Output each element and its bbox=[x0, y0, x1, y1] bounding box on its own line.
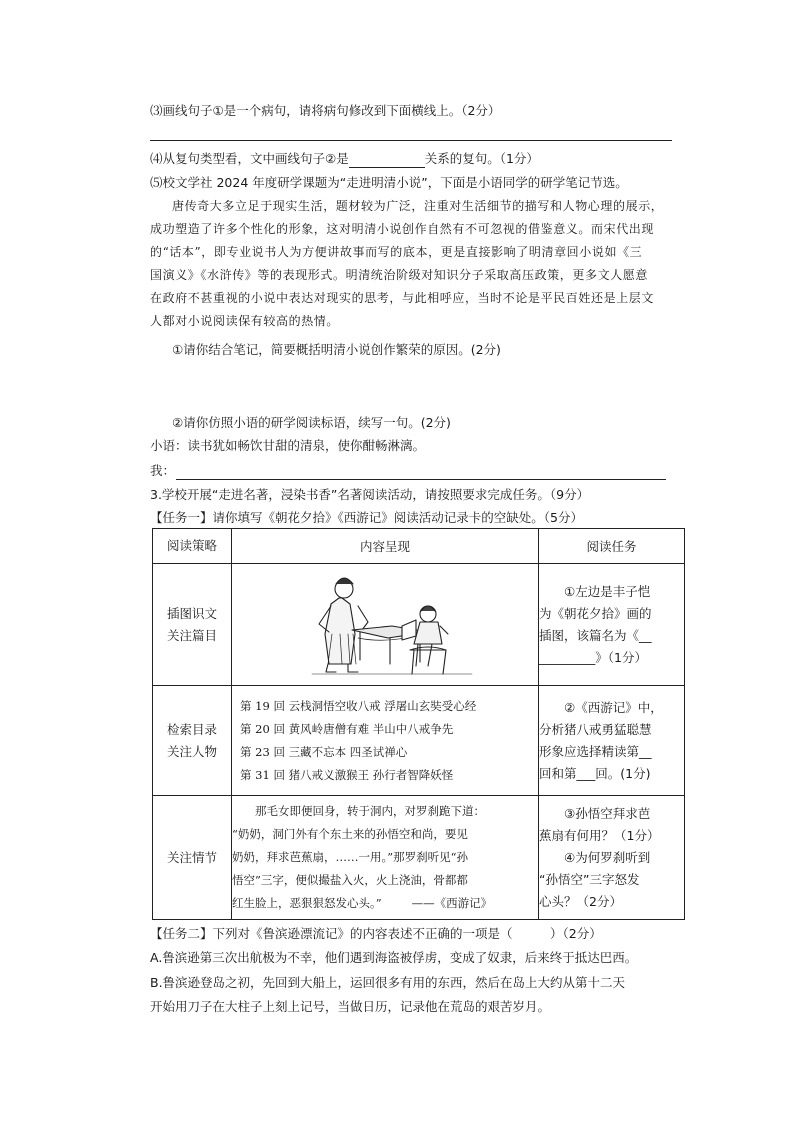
task-text: 分析猪八戒勇猛聪慧 bbox=[539, 721, 652, 737]
question-5-intro: ⑸校文学社 2024 年度研学课题为“走进明清小说”，下面是小语同学的研学笔记节选。 bbox=[150, 175, 628, 190]
task-text: ③孙悟空拜求芭 bbox=[564, 805, 651, 821]
task-text: ①左边是丰子恺 bbox=[564, 583, 651, 599]
quote-line: 奶奶，拜求芭蕉扇，……一用。”那罗刹听见“孙 bbox=[232, 850, 469, 864]
task-1-heading: 【任务一】请你填写《朝花夕拾》《西游记》阅读活动记录卡的空缺处。（5分） bbox=[150, 510, 583, 525]
task-text: “孙悟空”三字怒发 bbox=[539, 871, 640, 887]
quote-cell bbox=[232, 796, 539, 920]
strategy-cell bbox=[153, 796, 232, 920]
quote-text: 红生脸上，恶狠狠怒发心头。” bbox=[232, 896, 382, 910]
illustration-cell bbox=[232, 564, 539, 686]
task-text: ④为何罗刹听到 bbox=[564, 849, 651, 865]
task-2-heading: 【任务二】下列对《鲁滨逊漂流记》的内容表述不正确的一项是（ ）（2分） bbox=[150, 926, 602, 941]
my-slogan-label: 我： bbox=[150, 463, 176, 478]
quote-line: 那毛女即便回身，转于洞内，对罗刹跪下道： bbox=[255, 804, 485, 818]
note-line: 在政府不甚重视的小说中表达对现实的思考，与此相呼应，当时不论是平民百姓还是上层文 bbox=[150, 291, 655, 305]
strategy-text: 关注篇目 bbox=[166, 627, 217, 643]
answer-line-q3[interactable] bbox=[150, 140, 672, 141]
task-cell bbox=[539, 686, 685, 796]
xiaoyu-slogan: 小语：读书犹如畅饮甘甜的清泉，使你酣畅淋漓。 bbox=[150, 438, 426, 453]
toc-line: 第 19 回 云栈洞悟空收八戒 浮屠山玄奘受心经 bbox=[240, 698, 477, 713]
strategy-cell bbox=[153, 686, 232, 796]
strategy-text: 关注人物 bbox=[166, 743, 217, 759]
answer-line-q5-2[interactable] bbox=[176, 479, 666, 480]
task-text: 插图，该篇名为《__ bbox=[539, 627, 652, 643]
q4-text-before: ⑷从复句类型看，文中画线句子②是 bbox=[150, 151, 349, 166]
quote-line bbox=[232, 892, 538, 915]
option-b-continued: 开始用刀子在大柱子上刻上记号，当做日历，记录他在荒岛的艰苦岁月。 bbox=[150, 999, 551, 1014]
header-content: 内容呈现 bbox=[232, 529, 539, 564]
toc-cell bbox=[232, 686, 539, 796]
table-row-plot bbox=[153, 796, 685, 920]
quote-source: ——《西游记》 bbox=[411, 896, 493, 910]
quote-line: “奶奶，洞门外有个东土来的孙悟空和尚，要见 bbox=[232, 827, 468, 841]
task-text: ②《西游记》中， bbox=[564, 699, 663, 715]
question-3-sentence-fix: ⑶画线句子①是一个病句，请将病句修改到下面横线上。（2分） bbox=[150, 103, 501, 118]
question-5-1: ①请你结合笔记，简要概括明清小说创作繁荣的原因。(2分) bbox=[172, 342, 501, 357]
task-text: 蕉扇有何用？（1分） bbox=[539, 827, 660, 843]
toc-line: 第 31 回 猪八戒义激猴王 孙行者智降妖怪 bbox=[240, 767, 454, 782]
answer-blank-q4[interactable] bbox=[349, 153, 425, 168]
task-text: 为《朝花夕拾》画的 bbox=[539, 605, 652, 621]
strategy-cell bbox=[153, 564, 232, 686]
header-strategy: 阅读策略 bbox=[153, 529, 232, 564]
header-task: 阅读任务 bbox=[539, 529, 685, 564]
task-text: 形象应选择精读第__ bbox=[539, 743, 652, 759]
note-line: 的“话本”，即专业说书人为方便讲故事而写的底本，更是直接影响了明清章回小说如《三 bbox=[150, 245, 643, 259]
table-row-toc bbox=[153, 686, 685, 796]
answer-area-q5-1[interactable] bbox=[150, 362, 670, 410]
task-cell bbox=[539, 796, 685, 920]
note-line: 国演义》《水浒传》等的表现形式。明清统治阶级对知识分子采取高压政策，更多文人愿意 bbox=[150, 268, 649, 282]
question-4-clause-type bbox=[150, 150, 539, 168]
feng-zikai-illustration bbox=[232, 564, 536, 682]
quote-line: 悟空”三字，便似撮盐入火，火上浇油，骨都都 bbox=[232, 873, 468, 887]
note-line: 成功塑造了许多个性化的形象，这对明清小说创作自然有不可忽视的借鉴意义。而宋代出现 bbox=[150, 222, 655, 236]
reading-record-card bbox=[152, 528, 685, 920]
task-cell bbox=[539, 564, 685, 686]
strategy-text: 关注情节 bbox=[166, 849, 217, 865]
question-5-2: ②请你仿照小语的研学阅读标语，续写一句。(2分) bbox=[172, 415, 451, 430]
task-text: 心头？（2分） bbox=[539, 893, 622, 909]
task-text: 回和第___回。(1分) bbox=[539, 765, 651, 781]
q4-text-after: 关系的复句。（1分） bbox=[424, 151, 539, 166]
option-b[interactable]: B.鲁滨逊登岛之初，先回到大船上，运回很多有用的东西，然后在岛上大约从第十二天 bbox=[150, 975, 626, 990]
toc-line: 第 20 回 黄风岭唐僧有难 半山中八戒争先 bbox=[240, 721, 454, 736]
note-line: 人都对小说阅读保有较高的热情。 bbox=[150, 314, 340, 328]
note-line: 唐传奇大多立足于现实生活，题材较为广泛，注重对生活细节的描写和人物心理的展示， bbox=[172, 199, 664, 213]
strategy-text: 插图识文 bbox=[166, 605, 217, 621]
toc-line: 第 23 回 三藏不忘本 四圣试禅心 bbox=[240, 744, 408, 759]
table-row-illustration bbox=[153, 564, 685, 686]
question-3-main: 3.学校开展“走进名著，浸染书香”名著阅读活动，请按照要求完成任务。（9分） bbox=[150, 487, 590, 502]
option-a[interactable]: A.鲁滨逊第三次出航极为不幸，他们遇到海盗被俘虏，变成了奴隶，后来终于抵达巴西。 bbox=[150, 950, 638, 965]
task-text: _________》（1分） bbox=[539, 649, 647, 665]
strategy-text: 检索目录 bbox=[166, 721, 217, 737]
table-header-row bbox=[153, 529, 685, 564]
